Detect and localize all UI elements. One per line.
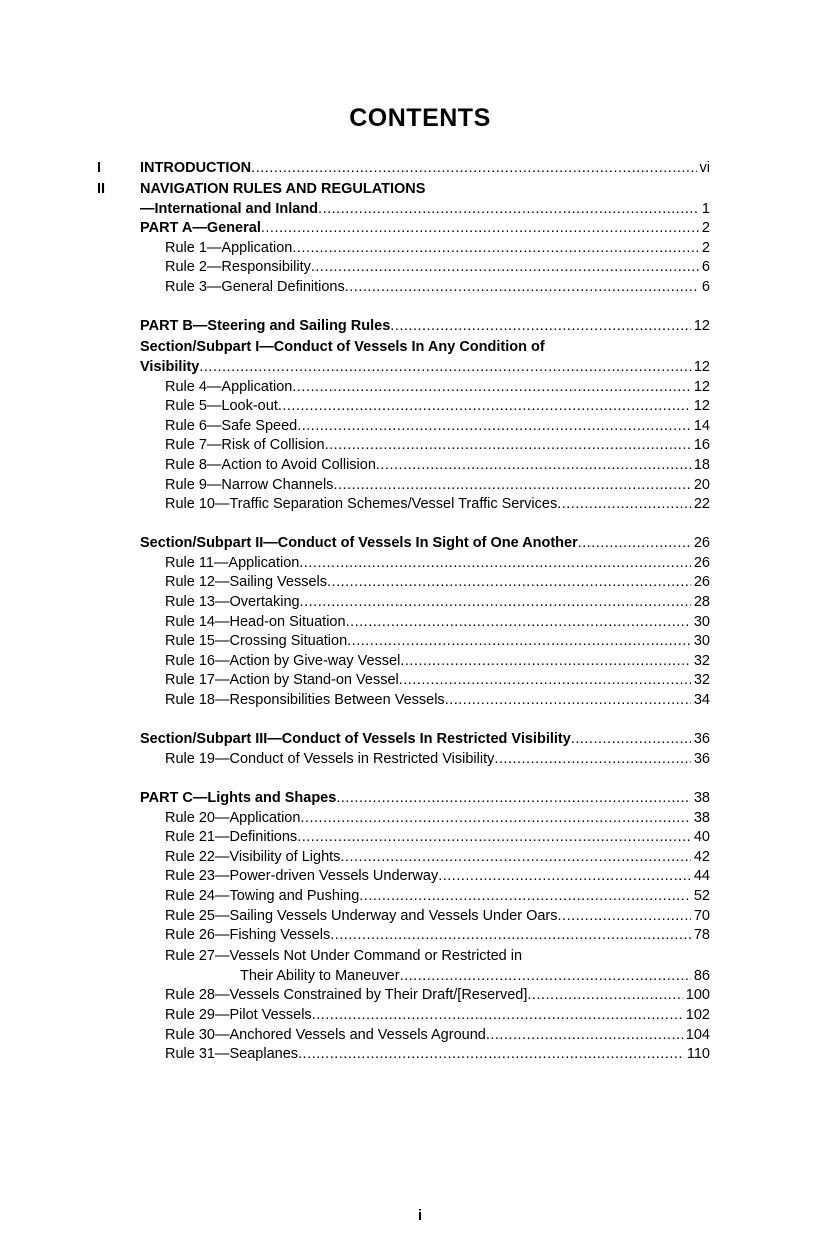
toc-entry-page-number: 18 bbox=[693, 456, 710, 473]
toc-entry-page-number: 6 bbox=[701, 279, 710, 296]
toc-entry-leader bbox=[312, 1006, 683, 1021]
toc-entry[interactable] bbox=[97, 652, 710, 672]
toc-entry-page-number: 38 bbox=[693, 809, 710, 826]
toc-entry-leader bbox=[376, 456, 691, 471]
toc-entry[interactable] bbox=[97, 278, 710, 298]
toc-entry-label: Rule 23—Power-driven Vessels Underway bbox=[165, 868, 439, 885]
toc-entry-leader bbox=[578, 534, 691, 549]
toc-entry-body bbox=[165, 456, 710, 476]
toc-entry-body bbox=[165, 828, 710, 848]
toc-entry-page-number: 70 bbox=[693, 907, 710, 924]
toc-entry[interactable] bbox=[97, 730, 710, 750]
toc-entry-page-number: 1 bbox=[701, 200, 710, 217]
toc-entry[interactable] bbox=[97, 495, 710, 515]
toc-entry-body bbox=[165, 476, 710, 496]
toc-entry-page-number: 12 bbox=[693, 398, 710, 415]
toc-entry-page-number: 26 bbox=[693, 574, 710, 591]
toc-entry-page-number: 2 bbox=[701, 239, 710, 256]
toc-entry-label: Rule 28—Vessels Constrained by Their Draft/[Reserved] bbox=[165, 987, 528, 1004]
toc-entry-leader bbox=[571, 730, 691, 745]
toc-entry-body bbox=[140, 730, 710, 750]
toc-entry-page-number: 36 bbox=[693, 750, 710, 767]
toc-entry-body bbox=[165, 652, 710, 672]
toc-entry-label: Rule 9—Narrow Channels bbox=[165, 476, 334, 493]
toc-entry-leader bbox=[486, 1026, 683, 1041]
toc-entry-label: Rule 11—Application bbox=[165, 554, 300, 571]
toc-entry-body bbox=[165, 239, 710, 259]
toc-entry[interactable] bbox=[97, 317, 710, 337]
toc-entry-leader bbox=[292, 378, 691, 393]
toc-entry-body bbox=[165, 926, 710, 946]
toc-entry[interactable] bbox=[97, 337, 710, 358]
toc-entry[interactable] bbox=[97, 358, 710, 378]
toc-entry[interactable] bbox=[97, 219, 710, 239]
toc-entry-page-number: 20 bbox=[693, 476, 710, 493]
toc-entry-page-number: 6 bbox=[701, 259, 710, 276]
toc-entry[interactable] bbox=[97, 593, 710, 613]
toc-entry-page-number: 12 bbox=[693, 318, 710, 335]
toc-entry-label: Rule 5—Look-out bbox=[165, 398, 278, 415]
toc-entry[interactable] bbox=[97, 887, 710, 907]
toc-entry-body bbox=[165, 809, 710, 829]
toc-entry[interactable] bbox=[97, 907, 710, 927]
toc-entry-body bbox=[165, 278, 710, 298]
toc-entry-body bbox=[165, 573, 710, 593]
toc-entry[interactable] bbox=[97, 397, 710, 417]
toc-entry-label: Rule 4—Application bbox=[165, 378, 293, 395]
toc-entry-page-number: 34 bbox=[693, 692, 710, 709]
toc-entry-label: Rule 25—Sailing Vessels Underway and Vessels Under Oars bbox=[165, 907, 558, 924]
toc-entry-body bbox=[165, 946, 710, 967]
toc-entry-page-number: 42 bbox=[693, 848, 710, 865]
toc-entry[interactable] bbox=[97, 554, 710, 574]
toc-entry-leader bbox=[347, 632, 691, 647]
toc-entry[interactable] bbox=[97, 200, 710, 220]
toc-entry-body bbox=[165, 554, 710, 574]
toc-entry[interactable] bbox=[97, 1006, 710, 1026]
toc-entry-body bbox=[140, 534, 710, 554]
page-title: CONTENTS bbox=[349, 104, 491, 132]
toc-entry[interactable] bbox=[97, 258, 710, 278]
toc-entry-leader bbox=[300, 809, 690, 824]
toc-entry[interactable] bbox=[97, 1026, 710, 1046]
toc-entry-page-number: 104 bbox=[685, 1026, 710, 1043]
toc-entry[interactable] bbox=[97, 809, 710, 829]
toc-entry-page-number: 26 bbox=[693, 554, 710, 571]
toc-entry[interactable] bbox=[97, 378, 710, 398]
toc-entry-label: Rule 13—Overtaking bbox=[165, 594, 300, 611]
toc-entry-body bbox=[165, 1006, 710, 1026]
toc-entry-label: Rule 7—Risk of Collision bbox=[165, 437, 325, 454]
toc-entry[interactable] bbox=[97, 946, 710, 967]
toc-entry-page-number: vi bbox=[699, 160, 710, 176]
toc-entry[interactable] bbox=[97, 417, 710, 437]
toc-entry-leader bbox=[327, 573, 691, 588]
toc-entry-label: Rule 8—Action to Avoid Collision bbox=[165, 456, 376, 473]
toc-entry-label: Rule 16—Action by Give-way Vessel bbox=[165, 652, 401, 669]
toc-entry-numeral: II bbox=[97, 181, 106, 198]
table-of-contents bbox=[97, 159, 710, 1065]
toc-entry-label: Rule 6—Safe Speed bbox=[165, 417, 298, 434]
toc-entry-leader bbox=[527, 986, 682, 1001]
toc-entry[interactable] bbox=[97, 986, 710, 1006]
toc-entry-body bbox=[140, 159, 710, 179]
toc-entry-label: Rule 2—Responsibility bbox=[165, 259, 311, 276]
toc-entry[interactable] bbox=[97, 436, 710, 456]
toc-entry[interactable] bbox=[97, 179, 710, 200]
toc-entry-body bbox=[140, 219, 710, 239]
toc-entry-page-number: 30 bbox=[693, 633, 710, 650]
toc-entry-label: Rule 19—Conduct of Vessels in Restricted Visibility bbox=[165, 750, 495, 767]
toc-entry-leader bbox=[292, 239, 699, 254]
toc-entry-page-number: 22 bbox=[693, 496, 710, 513]
toc-entry-body bbox=[165, 417, 710, 437]
toc-entry-leader bbox=[261, 219, 699, 234]
toc-entry-leader bbox=[400, 652, 691, 667]
toc-entry-page-number: 78 bbox=[693, 927, 710, 944]
toc-entry-leader bbox=[345, 278, 699, 293]
toc-entry-label: Visibility bbox=[140, 358, 200, 375]
toc-entry-label: Section/Subpart II—Conduct of Vessels In Sight of One Another bbox=[140, 535, 578, 552]
toc-entry-numeral: I bbox=[97, 160, 102, 176]
toc-entry-page-number: 12 bbox=[693, 378, 710, 395]
toc-entry-label: Rule 18—Responsibilities Between Vessels bbox=[165, 692, 445, 709]
toc-entry-leader bbox=[494, 750, 691, 765]
toc-entry-label: Rule 14—Head-on Situation bbox=[165, 613, 346, 630]
toc-entry-page-number: 32 bbox=[693, 672, 710, 689]
toc-entry-leader bbox=[299, 554, 691, 569]
toc-entry-label: Rule 27—Vessels Not Under Command or Restricted in bbox=[165, 948, 523, 965]
toc-entry-label: Rule 26—Fishing Vessels bbox=[165, 927, 331, 944]
toc-entry-label: Section/Subpart III—Conduct of Vessels In Restricted Visibility bbox=[140, 731, 571, 748]
toc-entry[interactable] bbox=[97, 159, 710, 179]
toc-entry-label: NAVIGATION RULES AND REGULATIONS bbox=[140, 181, 426, 198]
toc-entry-body bbox=[140, 317, 710, 337]
toc-entry-body bbox=[165, 671, 710, 691]
toc-entry[interactable] bbox=[97, 789, 710, 809]
toc-entry-body bbox=[165, 632, 710, 652]
toc-entry-leader bbox=[318, 200, 699, 215]
toc-entry-leader bbox=[359, 887, 691, 902]
toc-entry-label: Rule 31—Seaplanes bbox=[165, 1046, 299, 1063]
toc-entry-leader bbox=[425, 179, 707, 194]
toc-entry-body bbox=[140, 200, 710, 220]
toc-entry-page-number: 16 bbox=[693, 437, 710, 454]
toc-entry-body bbox=[165, 495, 710, 515]
toc-entry-label: Rule 21—Definitions bbox=[165, 829, 298, 846]
toc-entry-leader bbox=[199, 358, 690, 373]
toc-entry-leader bbox=[545, 337, 707, 352]
toc-entry-body bbox=[140, 179, 710, 200]
toc-entry-page-number: 38 bbox=[693, 790, 710, 806]
toc-entry-leader bbox=[333, 476, 690, 491]
toc-entry[interactable] bbox=[97, 848, 710, 868]
toc-entry-page-number: 32 bbox=[693, 652, 710, 669]
toc-entry-body bbox=[165, 378, 710, 398]
toc-entry-leader bbox=[557, 495, 691, 510]
toc-entry-leader bbox=[311, 258, 699, 273]
toc-entry-label: Rule 12—Sailing Vessels bbox=[165, 574, 328, 591]
toc-entry-body bbox=[240, 967, 710, 987]
toc-entry[interactable] bbox=[97, 632, 710, 652]
toc-entry-leader bbox=[325, 436, 691, 451]
toc-entry-label: Rule 22—Visibility of Lights bbox=[165, 848, 341, 865]
toc-entry[interactable] bbox=[97, 239, 710, 259]
toc-entry[interactable] bbox=[97, 967, 710, 987]
toc-entry-leader bbox=[522, 946, 707, 961]
toc-entry-label: —International and Inland bbox=[140, 200, 319, 217]
toc-entry-leader bbox=[300, 593, 691, 608]
toc-entry-page-number: 28 bbox=[693, 594, 710, 611]
toc-entry-page-number: 26 bbox=[693, 535, 710, 552]
toc-entry-label: Rule 29—Pilot Vessels bbox=[165, 1007, 312, 1024]
toc-entry-body bbox=[165, 613, 710, 633]
toc-entry-leader bbox=[558, 907, 691, 922]
toc-entry-label: Section/Subpart I—Conduct of Vessels In Any Condition of bbox=[140, 339, 545, 356]
toc-entry[interactable] bbox=[97, 1045, 710, 1065]
toc-entry-label: Rule 15—Crossing Situation bbox=[165, 633, 348, 650]
toc-entry-leader bbox=[445, 691, 691, 706]
toc-entry-page-number: 40 bbox=[693, 829, 710, 846]
toc-entry-body bbox=[165, 691, 710, 711]
toc-entry-body bbox=[165, 750, 710, 770]
toc-entry-page-number: 2 bbox=[701, 220, 710, 237]
toc-entry-label: Rule 17—Action by Stand-on Vessel bbox=[165, 672, 399, 689]
toc-entry-body bbox=[165, 887, 710, 907]
toc-entry[interactable] bbox=[97, 671, 710, 691]
toc-entry-label: PART B—Steering and Sailing Rules bbox=[140, 318, 391, 335]
toc-entry-leader bbox=[438, 867, 691, 882]
toc-entry-leader bbox=[251, 159, 696, 174]
toc-entry-body bbox=[165, 867, 710, 887]
toc-entry-leader bbox=[336, 789, 691, 804]
toc-entry-leader bbox=[390, 317, 691, 332]
toc-entry-body bbox=[165, 397, 710, 417]
toc-entry-label: Rule 3—General Definitions bbox=[165, 279, 345, 296]
toc-entry-leader bbox=[340, 848, 690, 863]
toc-entry-page-number: 36 bbox=[693, 731, 710, 748]
toc-entry-body bbox=[165, 907, 710, 927]
toc-entry-label: Rule 30—Anchored Vessels and Vessels Aground bbox=[165, 1026, 486, 1043]
toc-entry[interactable] bbox=[97, 750, 710, 770]
toc-entry[interactable] bbox=[97, 456, 710, 476]
toc-entry-label: Rule 24—Towing and Pushing bbox=[165, 887, 360, 904]
toc-entry-leader bbox=[399, 671, 691, 686]
toc-entry-label: PART A—General bbox=[140, 220, 261, 237]
toc-entry-page-number: 100 bbox=[685, 987, 710, 1004]
toc-entry-leader bbox=[330, 926, 691, 941]
toc-entry[interactable] bbox=[97, 691, 710, 711]
toc-entry-label: PART C—Lights and Shapes bbox=[140, 790, 337, 806]
toc-entry-body bbox=[165, 1045, 710, 1065]
toc-entry[interactable] bbox=[97, 534, 710, 554]
toc-entry-label: INTRODUCTION bbox=[140, 160, 252, 176]
toc-entry-page-number: 52 bbox=[693, 887, 710, 904]
toc-entry[interactable] bbox=[97, 613, 710, 633]
toc-entry-label: Rule 1—Application bbox=[165, 239, 293, 256]
toc-entry-body bbox=[165, 848, 710, 868]
toc-entry-label: Their Ability to Maneuver bbox=[240, 967, 400, 984]
toc-entry-leader bbox=[346, 613, 691, 628]
toc-entry-leader bbox=[400, 967, 691, 982]
toc-entry-label: Rule 10—Traffic Separation Schemes/Vessel Traffic Services bbox=[165, 496, 558, 513]
toc-entry-page-number: 30 bbox=[693, 613, 710, 630]
toc-entry-body bbox=[140, 358, 710, 378]
toc-entry[interactable] bbox=[97, 926, 710, 946]
toc-entry-body bbox=[165, 258, 710, 278]
toc-entry-leader bbox=[278, 397, 691, 412]
toc-entry-label: Rule 20—Application bbox=[165, 809, 301, 826]
toc-entry[interactable] bbox=[97, 476, 710, 496]
toc-entry-page-number: 102 bbox=[685, 1007, 710, 1024]
toc-entry-body bbox=[165, 1026, 710, 1046]
toc-entry-body bbox=[165, 986, 710, 1006]
toc-entry-leader bbox=[298, 1045, 684, 1060]
toc-entry-page-number: 110 bbox=[686, 1046, 710, 1063]
toc-entry-page-number: 44 bbox=[693, 868, 710, 885]
toc-entry-leader bbox=[297, 828, 691, 843]
toc-entry[interactable] bbox=[97, 573, 710, 593]
page-folio: i bbox=[417, 1208, 423, 1224]
toc-entry-body bbox=[165, 593, 710, 613]
toc-entry-page-number: 12 bbox=[693, 358, 710, 375]
toc-entry-body bbox=[140, 337, 710, 358]
toc-entry[interactable] bbox=[97, 828, 710, 848]
toc-entry-page-number: 86 bbox=[693, 967, 710, 984]
toc-entry-leader bbox=[297, 417, 691, 432]
toc-entry-body bbox=[140, 789, 710, 809]
toc-entry[interactable] bbox=[97, 867, 710, 887]
toc-entry-page-number: 14 bbox=[693, 417, 710, 434]
toc-entry-body bbox=[165, 436, 710, 456]
